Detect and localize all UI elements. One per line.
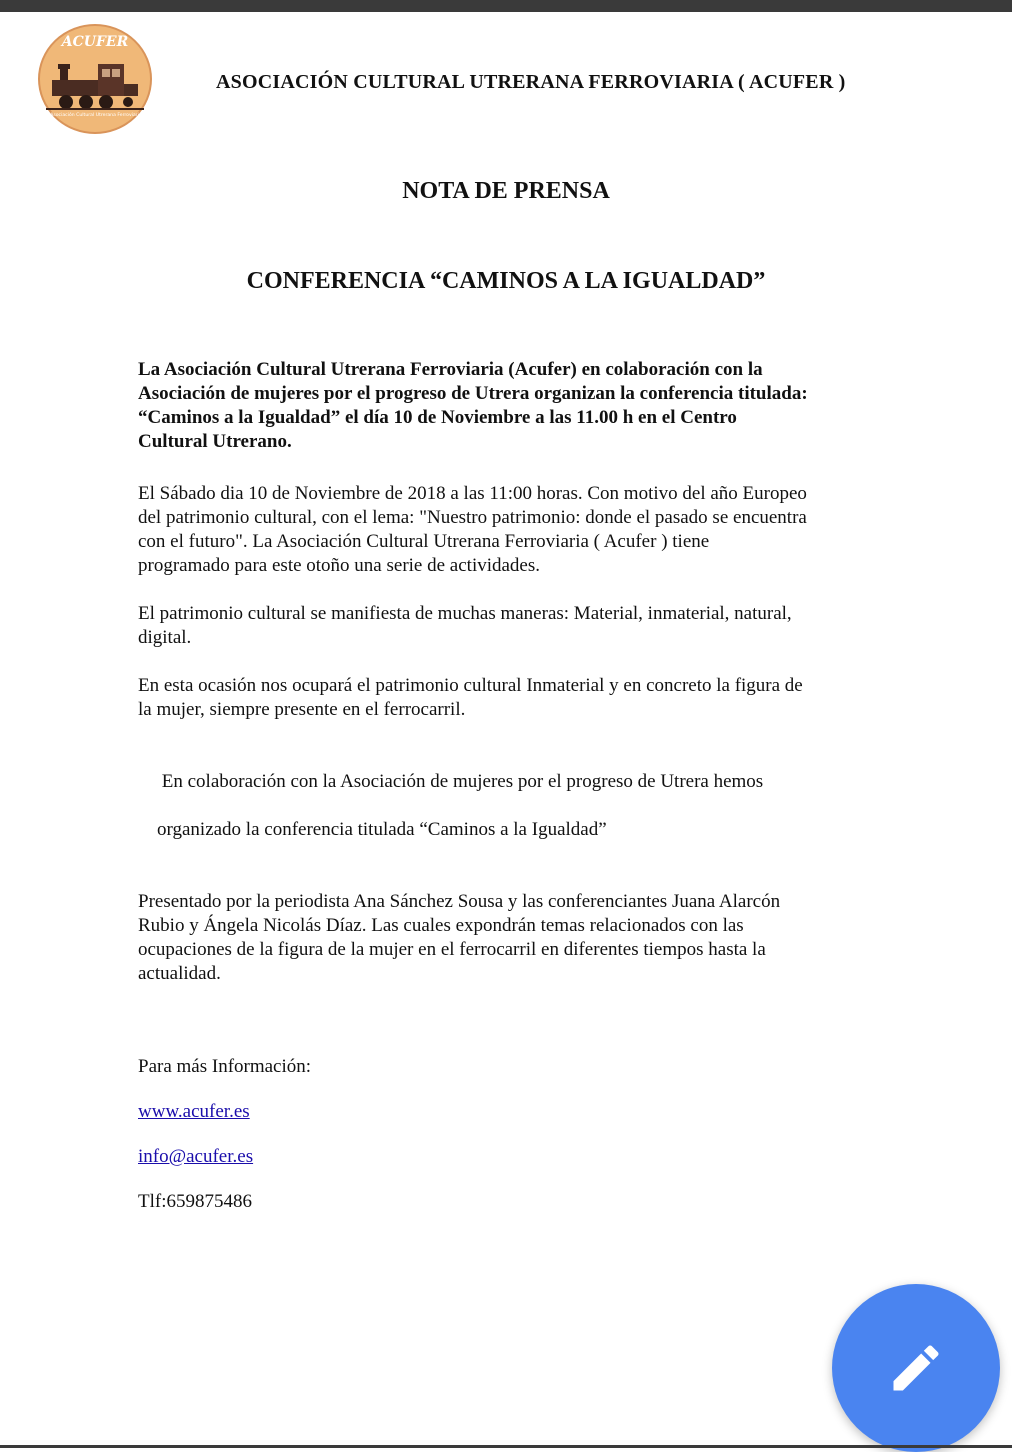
text-line: del patrimonio cultural, con el lema: "Nuestro patrimonio: donde el pasado se encuentra [138,507,807,528]
paragraph-event-date [138,482,888,578]
acufer-logo [38,24,152,134]
text-line: Asociación de mujeres por el progreso de Utrera organizan la conferencia titulada: [138,383,808,404]
edit-fab-button[interactable] [832,1284,1000,1452]
text-line: En esta ocasión nos ocupará el patrimonio cultural Inmaterial y en concreto la figura de [138,675,803,696]
paragraph-heritage [138,602,888,650]
pencil-icon [886,1338,946,1398]
press-title: NOTA DE PRENSA [402,178,610,204]
text-line: El Sábado dia 10 de Noviembre de 2018 a las 11:00 horas. Con motivo del año Europeo [138,483,807,504]
text-line: La Asociación Cultural Utrerana Ferroviaria (Acufer) en colaboración con la [138,359,763,380]
website-link[interactable]: www.acufer.es [138,1101,250,1122]
text-line: El patrimonio cultural se manifiesta de muchas maneras: Material, inmaterial, natural, [138,603,792,624]
paragraph-speakers [138,890,888,986]
conference-title: CONFERENCIA “CAMINOS A LA IGUALDAD” [246,268,766,294]
text-line: actualidad. [138,963,221,984]
document-body [138,358,888,1214]
info-label: Para más Información: [138,1056,312,1077]
text-line: “Caminos a la Igualdad” el día 10 de Noviembre a las 11.00 h en el Centro [138,407,737,428]
text-line: organizado la conferencia titulada “Caminos a la Igualdad” [157,819,607,840]
paragraph-collaboration [138,746,888,866]
lead-paragraph [138,358,888,454]
logo-text: ACUFER [61,34,129,50]
organization-name: ASOCIACIÓN CULTURAL UTRERANA FERROVIARIA ( ACUFER ) [216,71,846,93]
text-line: En colaboración con la Asociación de mujeres por el progreso de Utrera hemos [157,771,764,792]
logo-subtext: Asociación Cultural Utrerana Ferroviaria [50,113,142,118]
text-line: Cultural Utrerano. [138,431,292,452]
text-line: Presentado por la periodista Ana Sánchez Sousa y las conferenciantes Juana Alarcón [138,891,781,912]
text-line: Rubio y Ángela Nicolás Díaz. Las cuales expondrán temas relacionados con las [138,915,744,936]
paragraph-occasion [138,674,888,722]
email-link[interactable]: info@acufer.es [138,1146,254,1167]
phone-number: Tlf:659875486 [138,1191,252,1212]
text-line: ocupaciones de la figura de la mujer en el ferrocarril en diferentes tiempos hasta la [138,939,766,960]
top-status-bar [0,0,1012,12]
text-line: programado para este otoño una serie de actividades. [138,555,541,576]
text-line: la mujer, siempre presente en el ferrocarril. [138,699,466,720]
text-line: digital. [138,627,192,648]
text-line: con el futuro". La Asociación Cultural Utrerana Ferroviaria ( Acufer ) tiene [138,531,710,552]
